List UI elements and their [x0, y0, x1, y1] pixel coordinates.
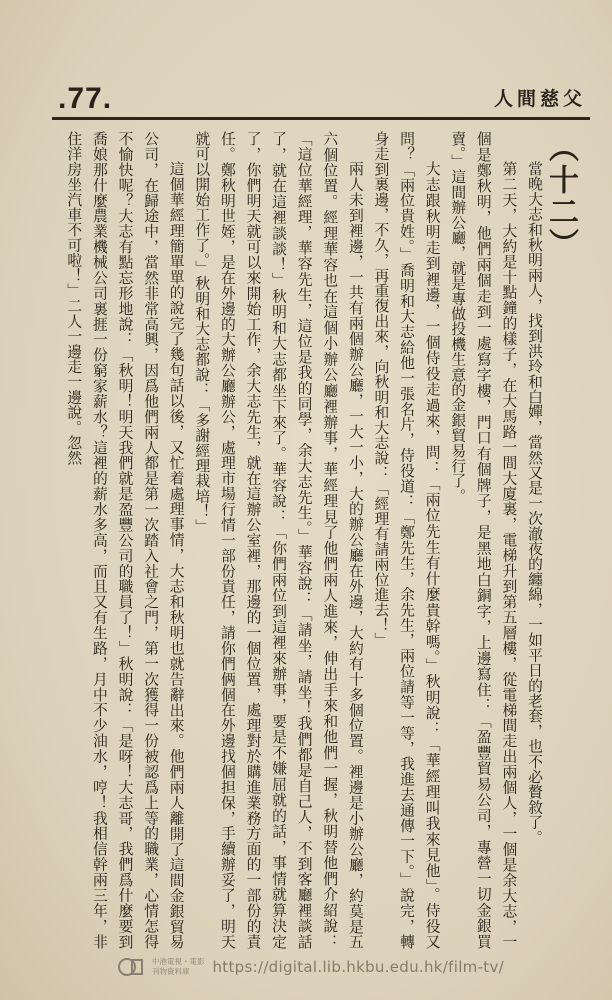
archive-logo-text: [152, 957, 205, 977]
paragraph: 第二天，大約是十點鐘的樣子，在大馬路一間大廈裏，電梯升到第五層樓，從電梯間走出兩個人，一個是余大志，一個是鄭秋明，他們兩個走到一處寫字樓，門口有個牌子，是黑地白銅字，上邊寫住：「盈豐貿易公司，專營一切金銀買賣。」這間辦公廳，就是專做投機生意的金銀貿易行了。: [449, 131, 518, 949]
paragraph: 這個華經理簡單單的說完了幾句話以後，又忙着處理事情，大志和秋明也就告辭出來。他們兩人離開了這間金銀貿易公司，在歸途中，當然非常高興，因爲他們兩人都是第一次踏入社會之門，第一次獲得一份被認爲上等的職業，心情怎得不愉快呢？大志有點忘形地說：「秋明！明天我們就是盈豐公司的職員了！」秋明說：「是呀！大志哥，我們爲什麼要到喬娘那什麼農業機械公司裏捱一份窮家薪水？這裡的薪水多高，而且又有生路，月中不少油水，哼！我相信幹兩三年，非住洋房坐汽車不可啦！」二人一邊走一邊說。忽然: [65, 131, 185, 949]
paragraph: 兩人未到裡邊，一共有兩個辦公廳，一大一小，大的辦公廳在外邊，大約有十多個位置。裡邊是小辦公廳，約莫是五六個位置。經理華容也在這個小辦公廳裡辦事，華經理見了他們兩人進來，伸出手來和他們一握，秋明替他們介紹說：「這位華經理，華容先生，這位是我的同學，余大志先生。」華容說：「請坐，請坐！我們都是自己人，不到客廳裡談話了，就在這裡談談！」秋明和大志都坐下來了。華容說：「你們兩位到這裡來辦事，要是不嫌屈就的話，事情就算決定了，你們明天就可以來開始工作，余大志先生，就在這辦公室裡，那邊的一個位置，處理對於購進業務方面的一部份的責任。鄭秋明世姪，是在外邊的大辦公廳辦公，處理市場行情一部份責任，請你們俩個在外邊找個担保，手續辦妥了，明天就可以開始工作了。」秋明和大志都說：「多謝經理栽培！」: [193, 131, 364, 949]
source-url-link[interactable]: https://digital.lib.hkbu.edu.hk/film-tv/: [212, 958, 504, 976]
archive-footer: [118, 955, 504, 979]
paragraph: 大志跟秋明走到裡邊，一個侍役走過來，問：「兩位先生有什麼貴幹嗎。」秋明說：「華經理叫我來見他」。侍役又問？「兩位貴姓。」喬明和大志給他一張名片，侍役道：「鄭先生，余先生，兩位請等一等，我進去通傳一下。」說完，轉身走到裏邊，不久，再重復出來，向秋明和大志說：「經理有請兩位進去！」: [372, 131, 441, 949]
archive-logo-line: 中港電視・電影: [152, 957, 205, 966]
journal-title: 人間慈父: [493, 88, 586, 110]
story-body: [65, 131, 547, 949]
chapter-heading: （十二）: [543, 132, 578, 260]
archive-logo-icon: [118, 955, 144, 979]
paragraph: 當晚大志和秋明兩人，找到洪玲和白嬋，當然又是一次澈夜的纏綿，一如平日的老套，也不必贅敘了。: [526, 160, 543, 845]
header-rule: [52, 117, 590, 120]
page-number: .77.: [58, 82, 113, 115]
archive-logo-line: 刊物資料庫: [152, 967, 190, 976]
